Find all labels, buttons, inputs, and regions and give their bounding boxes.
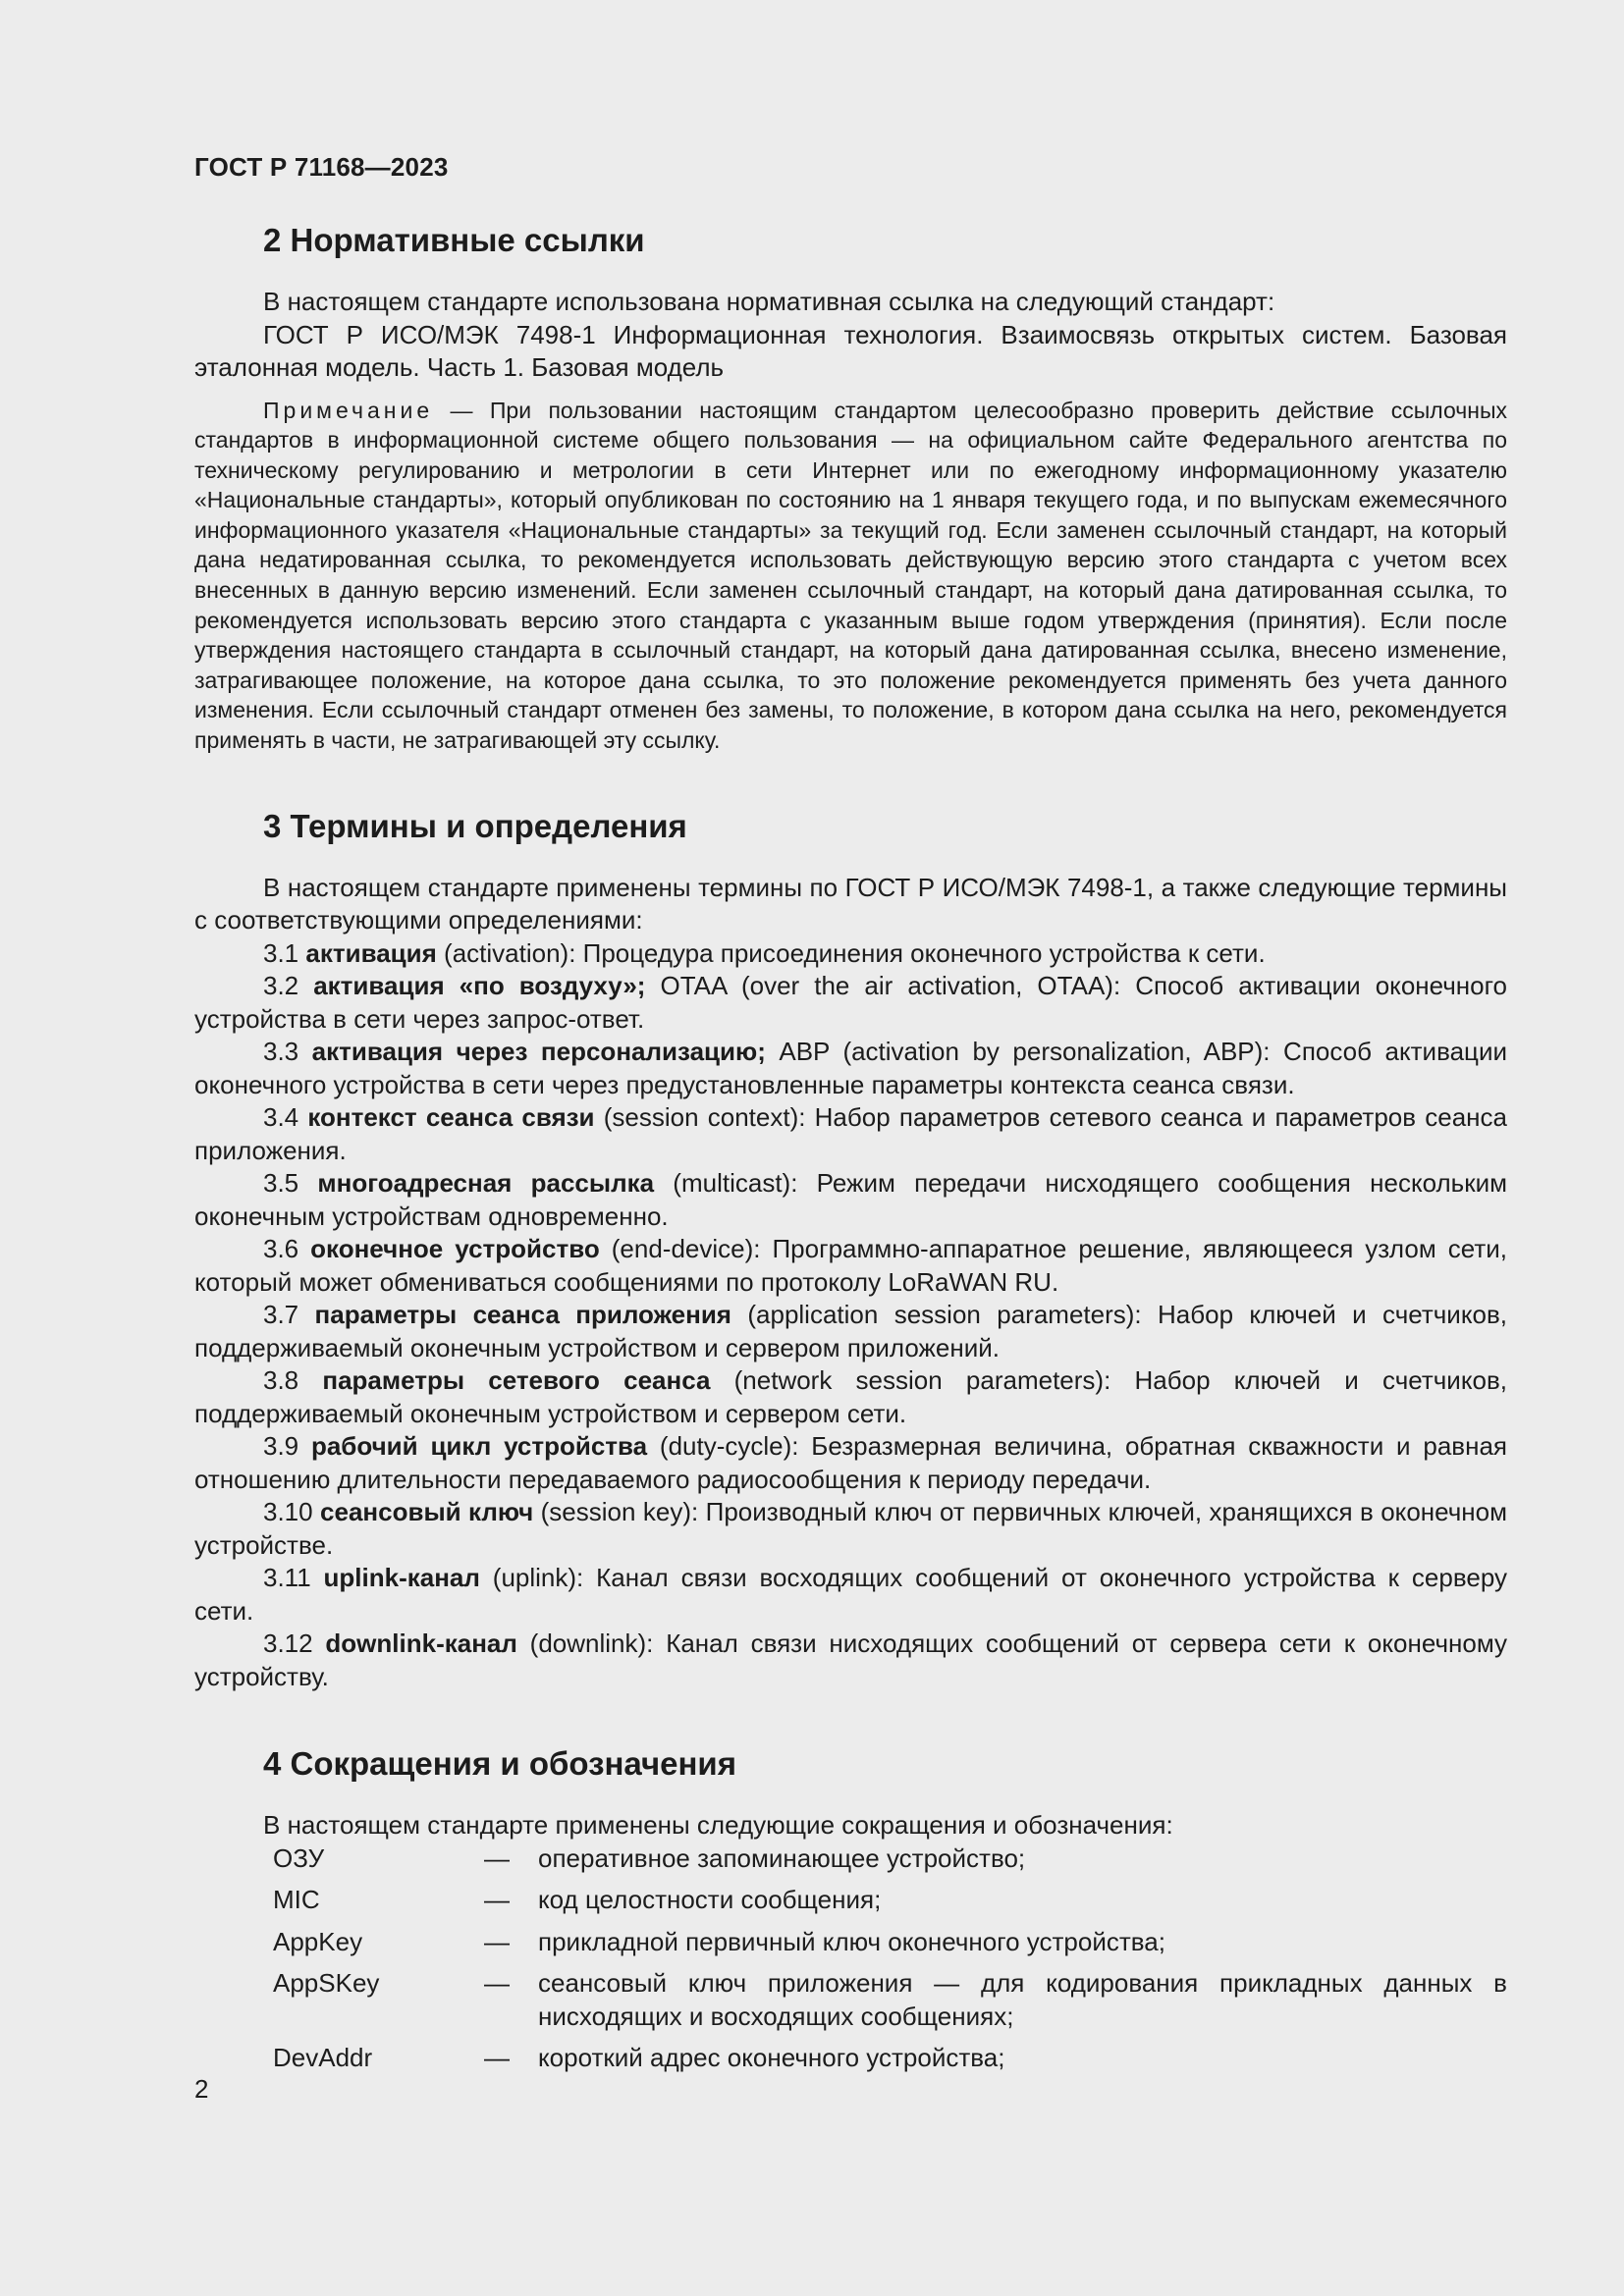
term-name: параметры сеанса приложения bbox=[314, 1300, 731, 1330]
abbreviation-code: DevAddr bbox=[273, 2043, 373, 2073]
abbreviation-definition: короткий адрес оконечного устройства; bbox=[538, 2043, 1005, 2073]
terms-list bbox=[194, 937, 1507, 1694]
abbreviation-definition: код целостности сообщения; bbox=[538, 1885, 882, 1915]
term-entry: 3.1 активация (activation): Процедура присоединения оконечного устройства к сети. bbox=[263, 937, 1266, 968]
abbreviation-row bbox=[273, 1926, 1507, 1968]
note-text: — При пользовании настоящим стандартом целесообразно проверить действие ссылочных стандартов в информационной системе общего пользования — на официальном сайте Федерального агентства по техническому регулированию и метрологии в сети Интернет или по ежегодному информационному указателю «Национальные стандарты», который опубликован по состоянию на 1 января текущего года, и по выпускам ежемесячного информационного указателя «Национальные стандарты» за текущий год. Если заменен ссылочный стандарт, на который дана недатированная ссылка, то рекомендуется использовать действующую версию этого стандарта с учетом всех внесенных в данную версию изменений. Если заменен ссылочный стандарт, на который дана датированная ссылка, то рекомендуется использовать версию этого стандарта с указанным выше годом утверждения (принятия). Если после утверждения настоящего стандарта в ссылочный стандарт, на который дана датированная ссылка, внесено изменение, затрагивающее положение, на которое дана ссылка, то это положение рекомендуется применять без учета данного изменения. Если ссылочный стандарт отменен без замены, то положение, в котором дана ссылка на него, рекомендуется применять в части, не затрагивающей эту ссылку. bbox=[194, 397, 1507, 754]
section-3-heading: 3 Термины и определения bbox=[263, 807, 687, 844]
section-2-heading: 2 Нормативные ссылки bbox=[263, 222, 645, 258]
abbreviation-definition: оперативное запоминающее устройство; bbox=[538, 1842, 1026, 1873]
term-name: downlink-канал bbox=[325, 1629, 517, 1659]
term-entry: 3.10 сеансовый ключ (session key): Производный ключ от первичных ключей, хранящихся в оконечном устройстве. bbox=[194, 1497, 1508, 1560]
term-entry: 3.11 uplink-канал (uplink): Канал связи восходящих сообщений от оконечного устройства к серверу сети. bbox=[194, 1563, 1507, 1626]
abbreviation-definition: прикладной первичный ключ оконечного устройства; bbox=[538, 1926, 1165, 1956]
term-entry: 3.4 контекст сеанса связи (session context): Набор параметров сетевого сеанса и параметров сеанса приложения. bbox=[194, 1102, 1507, 1165]
abbreviation-row bbox=[273, 1967, 1507, 2042]
term-entry: 3.2 активация «по воздуху»; OTAA (over the air activation, OTAA): Способ активации оконечного устройства в сети через запрос-ответ. bbox=[194, 971, 1507, 1034]
term-entry: 3.12 downlink-канал (downlink): Канал связи нисходящих сообщений от сервера сети к оконечному устройству. bbox=[194, 1629, 1508, 1691]
term-name: активация bbox=[305, 937, 437, 968]
section-3-intro: В настоящем стандарте применены термины по ГОСТ Р ИСО/МЭК 7498-1, а также следующие термины с соответствующими определениями: bbox=[194, 872, 1507, 935]
abbreviation-dash: — bbox=[484, 1885, 510, 1915]
page-content bbox=[194, 221, 1507, 2084]
term-name: многоадресная рассылка bbox=[317, 1168, 655, 1199]
page-number: 2 bbox=[194, 2074, 209, 2104]
term-entry: 3.5 многоадресная рассылка (multicast): Режим передачи нисходящего сообщения нескольким оконечным устройствам одновременно. bbox=[194, 1168, 1507, 1231]
note-label: Примечание bbox=[263, 397, 434, 423]
abbreviation-code: AppKey bbox=[273, 1926, 363, 1956]
section-2-note bbox=[194, 396, 1507, 756]
abbreviation-code: MIC bbox=[273, 1885, 320, 1915]
abbreviation-row bbox=[273, 2042, 1507, 2084]
term-entry: 3.6 оконечное устройство (end-device): Программно-аппаратное решение, являющееся узлом сети, который может обмениваться сообщениями по протоколу LoRaWAN RU. bbox=[194, 1234, 1507, 1297]
term-name: рабочий цикл устройства bbox=[310, 1431, 648, 1462]
abbreviation-dash: — bbox=[484, 2043, 510, 2073]
section-2-reference: ГОСТ Р ИСО/МЭК 7498-1 Информационная технология. Взаимосвязь открытых систем. Базовая эталонная модель. Часть 1. Базовая модель bbox=[194, 319, 1507, 382]
abbreviation-row bbox=[273, 1884, 1507, 1926]
term-entry: 3.9 рабочий цикл устройства (duty-cycle): Безразмерная величина, обратная скважности и равная отношению длительности передаваемого радиосообщения к периоду передачи. bbox=[194, 1431, 1507, 1494]
abbreviation-code: ОЗУ bbox=[273, 1842, 325, 1873]
abbreviation-row bbox=[273, 1842, 1507, 1885]
abbreviation-dash: — bbox=[484, 1842, 510, 1873]
term-entry: 3.7 параметры сеанса приложения (application session parameters): Набор ключей и счетчиков, поддерживаемый оконечным устройством и сервером приложений. bbox=[194, 1300, 1507, 1362]
term-entry: 3.3 активация через персонализацию; ABP (activation by personalization, ABP): Способ активации оконечного устройства в сети через предустановленные параметры контекста сеанса связи. bbox=[194, 1037, 1507, 1099]
section-4-heading: 4 Сокращения и обозначения bbox=[263, 1745, 736, 1783]
section-4-intro: В настоящем стандарте применены следующие сокращения и обозначения: bbox=[263, 1810, 1173, 1841]
abbreviation-definition: сеансовый ключ приложения — для кодирования прикладных данных в нисходящих и восходящих сообщениях; bbox=[538, 1968, 1507, 2031]
term-name: uplink-канал bbox=[323, 1563, 480, 1593]
abbreviations-table bbox=[273, 1842, 1507, 2084]
term-name: оконечное устройство bbox=[310, 1234, 600, 1264]
term-name: активация через персонализацию; bbox=[311, 1037, 766, 1067]
section-2-intro: В настоящем стандарте использована нормативная ссылка на следующий стандарт: bbox=[263, 287, 1275, 316]
abbreviation-dash: — bbox=[484, 1926, 510, 1956]
term-entry: 3.8 параметры сетевого сеанса (network session parameters): Набор ключей и счетчиков, поддерживаемый оконечным устройством и сервером сети. bbox=[194, 1365, 1507, 1428]
term-name: контекст сеанса связи bbox=[307, 1102, 595, 1133]
term-name: параметры сетевого сеанса bbox=[322, 1365, 711, 1396]
term-name: сеансовый ключ bbox=[320, 1497, 534, 1527]
abbreviation-dash: — bbox=[484, 1968, 510, 1999]
term-name: активация «по воздуху»; bbox=[313, 971, 646, 1001]
document-header: ГОСТ Р 71168—2023 bbox=[194, 152, 449, 182]
abbreviation-code: AppSKey bbox=[273, 1968, 380, 1999]
